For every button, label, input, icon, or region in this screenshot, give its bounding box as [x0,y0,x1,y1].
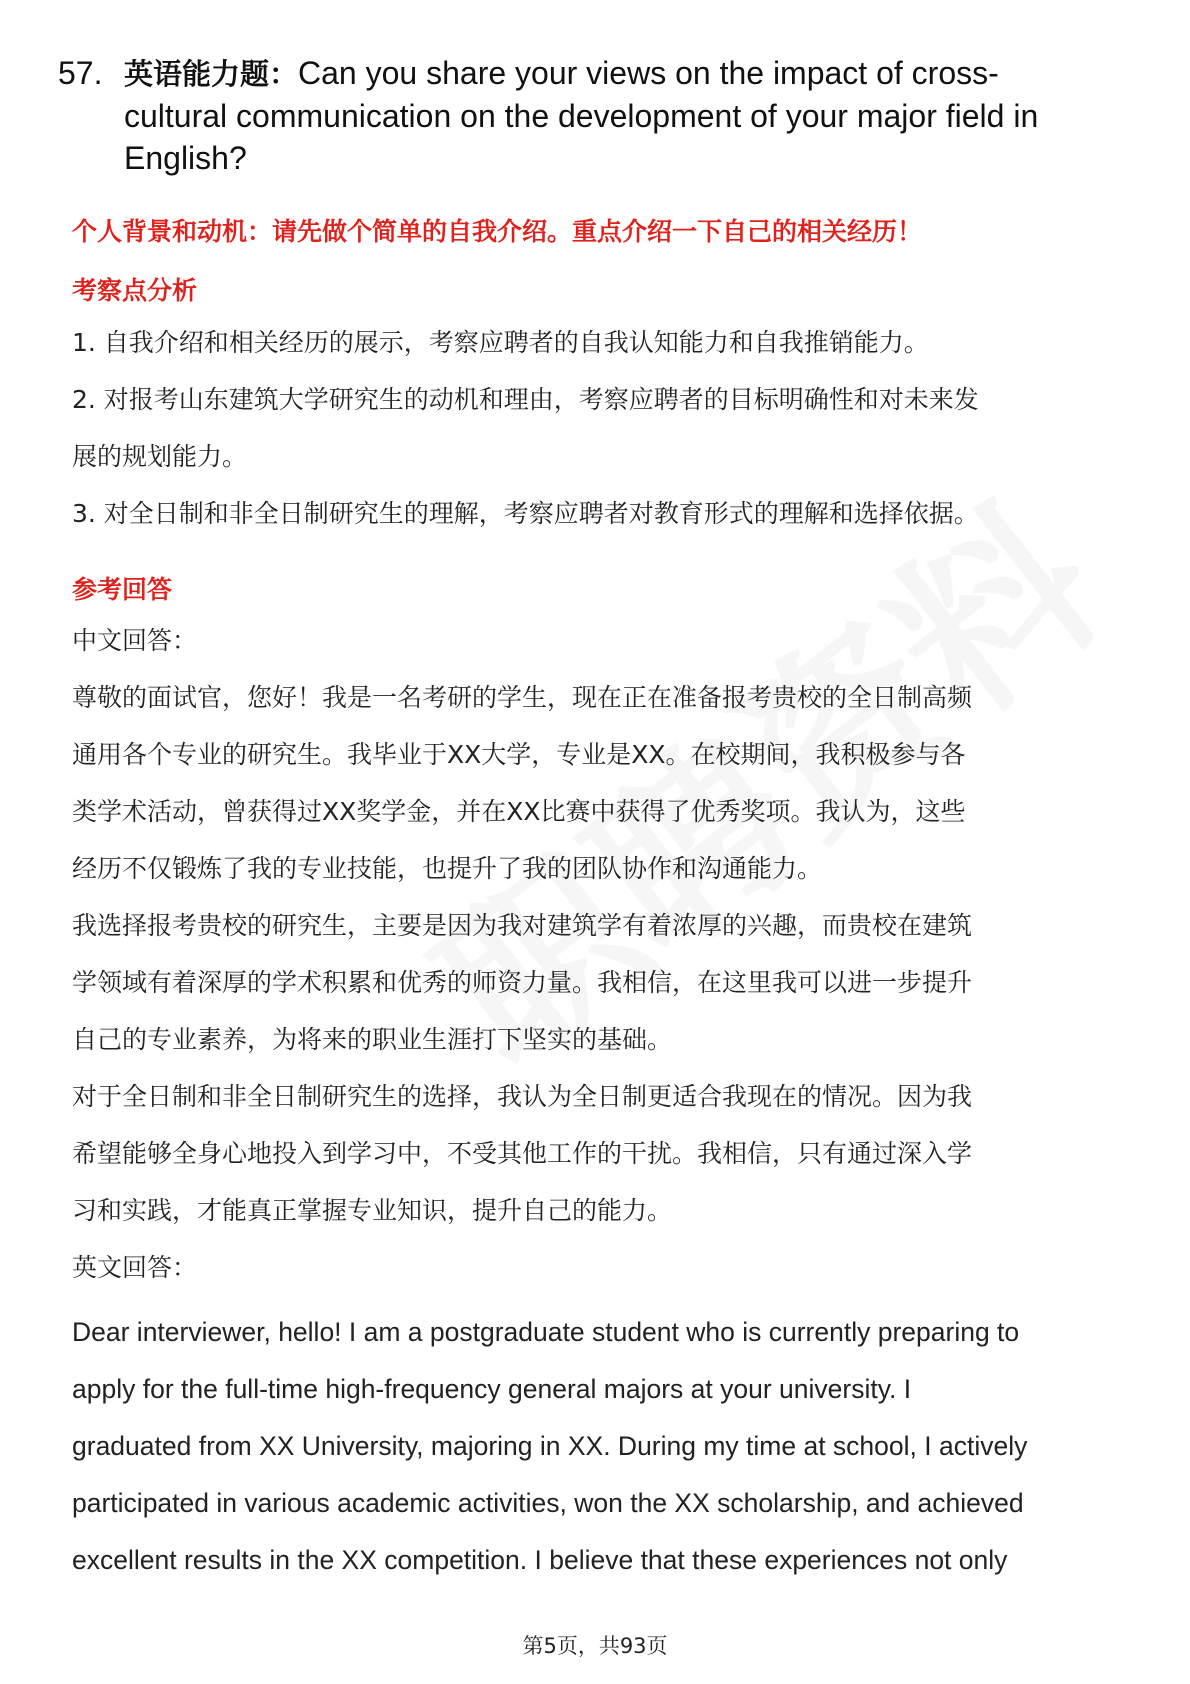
paragraph-line: participated in various academic activities, won the XX scholarship, and achieved [72,1488,1024,1518]
answer-title: 参考回答 [72,575,173,604]
paragraph-line: 经历不仅锻炼了我的专业技能，也提升了我的团队协作和沟通能力。 [72,854,823,883]
analysis-item: 2. 对报考山东建筑大学研究生的动机和理由，考察应聘者的目标明确性和对未来发 [72,385,979,414]
paragraph-line: 自己的专业素养，为将来的职业生涯打下坚实的基础。 [72,1025,673,1054]
question-line: English? [124,140,247,176]
paragraph-line: 类学术活动，曾获得过XX奖学金，并在XX比赛中获得了优秀奖项。我认为，这些 [72,797,966,826]
paragraph-line: 学领域有着深厚的学术积累和优秀的师资力量。我相信，在这里我可以进一步提升 [72,968,973,997]
analysis-title: 考察点分析 [72,276,198,305]
paragraph-line: apply for the full-time high-frequency general majors at your university. I [72,1374,912,1404]
analysis-item: 1. 自我介绍和相关经历的展示，考察应聘者的自我认知能力和自我推销能力。 [72,328,929,357]
question-body [124,52,1138,179]
paragraph-line: 我选择报考贵校的研究生，主要是因为我对建筑学有着浓厚的兴趣，而贵校在建筑 [72,911,973,940]
english-answer-label: 英文回答： [72,1253,198,1282]
question-line: Can you share your views on the impact of cross- [298,55,999,91]
chinese-answer-label: 中文回答： [72,626,198,655]
paragraph-line: 习和实践，才能真正掌握专业知识，提升自己的能力。 [72,1196,673,1225]
paragraph-line: 希望能够全身心地投入到学习中，不受其他工作的干扰。我相信，只有通过深入学 [72,1139,973,1168]
paragraph-line: Dear interviewer, hello! I am a postgraduate student who is currently preparing to [72,1317,1020,1347]
page-footer: 第5页，共93页 [522,1634,668,1658]
question-label: 英语能力题： [124,57,299,91]
chinese-answer [72,612,1132,1296]
paragraph-line: graduated from XX University, majoring in XX. During my time at school, I actively [72,1431,1028,1461]
analysis-item: 展的规划能力。 [72,442,248,471]
question-heading [58,52,1138,179]
paragraph-line: 对于全日制和非全日制研究生的选择，我认为全日制更适合我现在的情况。因为我 [72,1082,973,1111]
background-title: 个人背景和动机：请先做个简单的自我介绍。重点介绍一下自己的相关经历！ [72,217,923,246]
question-line: cultural communication on the development of your major field in [124,98,1039,134]
analysis-item: 3. 对全日制和非全日制研究生的理解，考察应聘者对教育形式的理解和选择依据。 [72,499,979,528]
english-answer [72,1304,1132,1589]
analysis-list [72,314,1132,542]
paragraph-line: 尊敬的面试官，您好！我是一名考研的学生，现在正在准备报考贵校的全日制高频 [72,683,973,712]
paragraph-line: 通用各个专业的研究生。我毕业于XX大学，专业是XX。在校期间，我积极参与各 [72,740,966,769]
paragraph-line: excellent results in the XX competition. I believe that these experiences not only [72,1545,1008,1575]
question-number: 57. [58,55,103,91]
